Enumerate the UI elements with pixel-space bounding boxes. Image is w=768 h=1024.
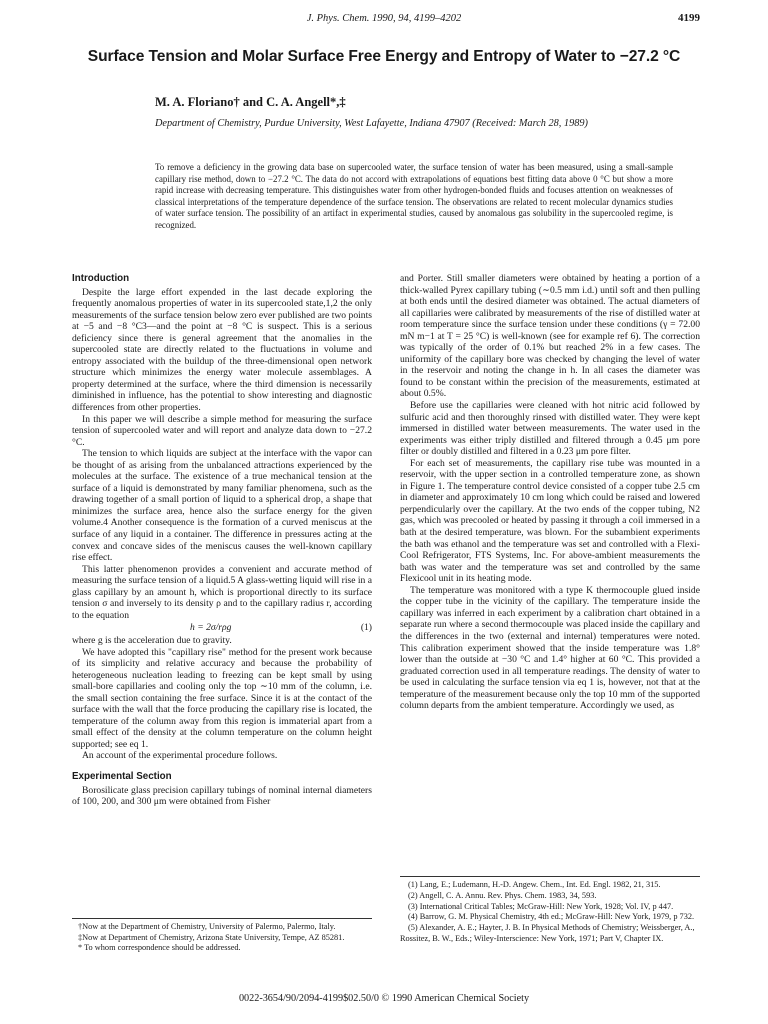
experimental-heading: Experimental Section <box>72 770 172 782</box>
equation-text: h = 2σ/rρg <box>190 622 232 634</box>
right-column <box>400 273 700 712</box>
authors: M. A. Floriano† and C. A. Angell*,‡ <box>155 95 346 109</box>
reference-3: (3) International Critical Tables; McGraw-Hill: New York, 1928; Vol. IV, p 447. <box>408 901 674 911</box>
reference-2: (2) Angell, C. A. Annu. Rev. Phys. Chem. 1983, 34, 593. <box>408 890 597 900</box>
intro-paragraph-5: where g is the acceleration due to gravity. <box>72 634 232 646</box>
footnote-double-dagger: ‡Now at Department of Chemistry, Arizona State University, Tempe, AZ 85281. <box>78 932 345 942</box>
intro-paragraph-1: Despite the large effort expended in the last decade exploring the frequently anomalous properties of water in its supercooled state,1,2 the only measurements of the surface tension below zero ever published are two points at −5 and −8 °C3—and the point at −8 °C is suspect. This is a serious deficiency since there is general agreement that the anomalies in the supercooled state are directly related to the fluctuations in volume and entropy associated with the buildup of the three-dimensional open network structure which minimizes the energy water molecule assemblages. A property determined at the surface, where the third dimension is necessarily diminished in influence, has the potential to show interesting and diagnostic differences from other properties. <box>72 286 372 414</box>
intro-paragraph-2: In this paper we will describe a simple method for measuring the surface tension of supercooled water and will report and analyze data down to −27.2 °C. <box>72 413 372 448</box>
equation-1 <box>72 622 372 634</box>
intro-paragraph-6: We have adopted this "capillary rise" method for the present work because of its simplicity and relative accuracy and because the probability of heterogeneous nucleation leading to freezing can be kept small by using small-bore capillaries and cooling only the top ∼10 mm of the column, i.e. the small section containing the free surface. Since it is at the contact of the surface with the wall that the force producing the capillary rise is located, the temperature of the column away from this region is immaterial apart from a small effect of the density at the column temperature on the column height supported; see eq 1. <box>72 646 372 750</box>
abstract: To remove a deficiency in the growing data base on supercooled water, the surface tension of water has been measured, using a small-sample capillary rise method, down to −27.2 °C. The data do not accord with extrapolations of equations best fitting data above 0 °C but show a more rapid increase with decreasing temperature. This distinguishes water from other hydrogen-bonded fluids and focuses attention on weaknesses of classical interpretations of the temperature dependence of the surface tension. The observations are related to recent molecular dynamics studies of water surface tension. The possibility of an artifact in experimental studies, caused by anomalous gas solubility in the supercooled regime, is recognized. <box>155 162 673 230</box>
left-column <box>72 273 372 808</box>
right-paragraph-4: The temperature was monitored with a type K thermocouple glued inside the copper tube in the vicinity of the capillary. The temperature inside the capillary was inferred in each experiment by a calibration chart obtained in a separate run where a second thermocouple was placed inside the capillary and the differences in the two (external and internal) temperatures were noted. This calibration experiment showed that the inside temperature was 1.8° lower than the outside at −30 °C and 1.4° higher at 60 °C. This provided a graduated correction used in all temperature readings. The density of water to be used in calculating the surface tension via eq 1 is, however, not that at the temperature of the measurement because only the top 10 mm of the supported column departs from the ambient temperature. Accordingly we used, as <box>400 584 700 712</box>
article-title: Surface Tension and Molar Surface Free Energy and Entropy of Water to −27.2 °C <box>87 48 681 65</box>
running-head: J. Phys. Chem. 1990, 94, 4199–4202 <box>306 13 462 24</box>
intro-paragraph-7: An account of the experimental procedure follows. <box>82 750 278 762</box>
right-paragraph-1: and Porter. Still smaller diameters were obtained by heating a portion of a thick-walled Pyrex capillary tubing (∼0.5 mm i.d.) until soft and then pulling at both ends until the desired diameter was obtained. The actual diameters of all capillaries were calibrated by measurements of the rise of distilled water at room temperature since the surface tension under these conditions (γ = 72.00 mN m−1 at T = 25 °C) is well-known (see for example ref 6). The correction was typically of the order of 0.1% but reached 2% in a few cases. The uniformity of the capillary bore was checked by changing the level of water in the reservoir and noting the change in h. In all cases the diameter was found to be constant within the precision of the measurements, estimated at about 0.5%. <box>400 273 700 400</box>
experimental-paragraph-1: Borosilicate glass precision capillary tubings of nominal internal diameters of 100, 200, and 300 μm were obtained from Fisher <box>72 784 372 808</box>
right-paragraph-2: Before use the capillaries were cleaned with hot nitric acid followed by sulfuric acid and then thoroughly rinsed with distilled water. They were kept immersed in distilled water between measurements. The water used in the experiments was either triply distilled and filtered through a 0.45 μm pore filter or doubly distilled and filtered in a 0.23 μm pore filter. <box>400 400 700 458</box>
footnote-dagger: †Now at the Department of Chemistry, University of Palermo, Palermo, Italy. <box>78 922 336 931</box>
page-number: 4199 <box>678 12 700 24</box>
reference-1: (1) Lang, E.; Ludemann, H.-D. Angew. Chem., Int. Ed. Engl. 1982, 21, 315. <box>408 880 661 889</box>
right-paragraph-3: For each set of measurements, the capillary rise tube was mounted in a reservoir, with the upper section in a controlled temperature zone, as shown in Figure 1. The temperature control device consisted of a copper tube 2.5 cm in diameter and approximately 10 cm long which could be raised and lowered perpendicularly over the capillary. At the two ends of the copper tubing, N2 gas, which was precooled or heated by passing it through a coil immersed in a bath at the desired temperature, was blown. For the subambient experiments the bath was ethanol and the temperature was set and controlled with a Flexi-Cool Refrigerator, FTS Systems, Inc. For above-ambient measurements the bath was water and the temperature was set and controlled by the same Flexicool unit in its heating mode. <box>400 457 700 585</box>
author-footnotes <box>72 918 372 954</box>
intro-paragraph-4: This latter phenomenon provides a convenient and accurate method of measuring the surface tension of a liquid.5 A glass-wetting liquid will rise in a glass capillary by an amount h, which is proportional directly to its surface tension σ and inversely to its density ρ and to the capillary radius r, according to the equation <box>72 563 373 621</box>
footnote-asterisk: * To whom correspondence should be addressed. <box>78 943 241 953</box>
references <box>400 876 700 945</box>
reference-4: (4) Barrow, G. M. Physical Chemistry, 4th ed.; McGraw-Hill: New York, 1979, p 732. <box>408 912 695 922</box>
copyright-line: 0022-3654/90/2094-4199$02.50/0 © 1990 American Chemical Society <box>238 993 530 1004</box>
intro-paragraph-3: The tension to which liquids are subject at the interface with the vapor can be thought of as arising from the unbalanced attractions experienced by the molecules at the surface. The existence of a true mechanical tension at the surface of a liquid is demonstrated by many familiar phenomena, such as the drawing together of a small portion of liquid to a spherical drop, a shape that minimizes the surface area, hence also the surface energy for the given volume.4 Another consequence is the formation of a curved meniscus at the surface of any liquid in a container. The difference in pressures acting at the convex and concave sides of the meniscus causes the well-known capillary rise effect. <box>72 448 372 564</box>
equation-number: (1) <box>360 622 372 634</box>
affiliation: Department of Chemistry, Purdue University, West Lafayette, Indiana 47907 (Received: March 28, 1989) <box>155 118 588 129</box>
reference-5: (5) Alexander, A. E.; Hayter, J. B. In Physical Methods of Chemistry; Weissberger, A., Rossitez, B. W., Eds.; Wiley-Interscience: New York, 1971; Part V, Chapter IX. <box>400 923 695 943</box>
introduction-heading: Introduction <box>72 273 130 284</box>
